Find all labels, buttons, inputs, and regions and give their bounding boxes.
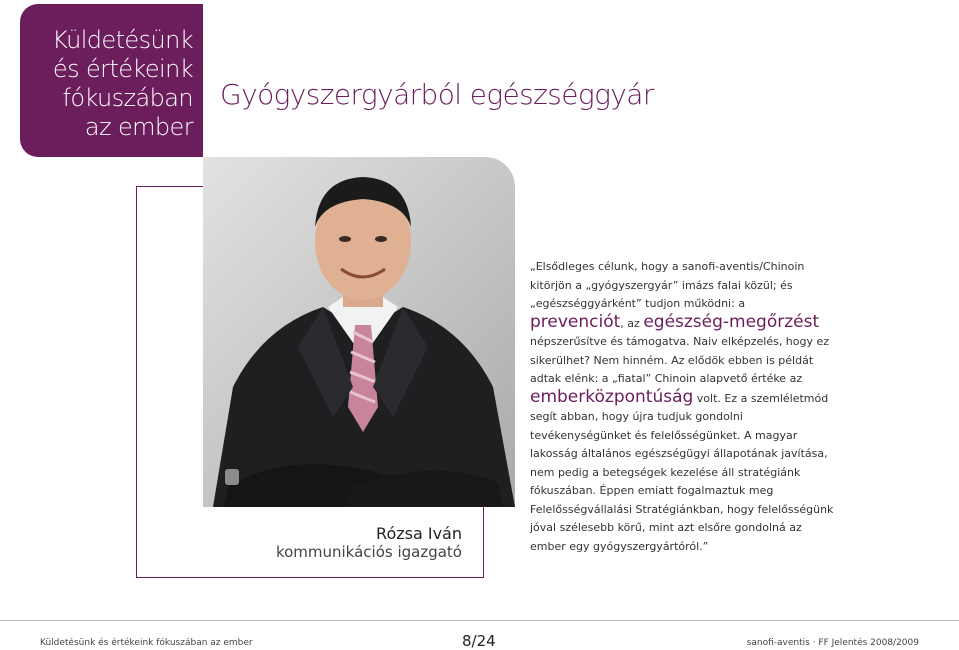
section-header-box [20,4,203,157]
portrait-illustration [203,157,515,507]
quote-part-4: volt. Ez a szemléletmód segít abban, hogy újra tudjuk gondolni tevékenységünket és felelősségünket. A magyar lakosság általános egészségügyi állapotának javítása, nem pedig a betegségek kezelése áll stratégiánk fókuszában. Éppen emiatt fogalmaztuk meg Felelősségvállalási Stratégiánkban, hogy felelősségünk jóval szélesebb körű, mint azt elsőre gondolná az ember egy gyógyszergyártóról.” [530,391,834,553]
section-line-1: Küldetésünk [52,26,193,54]
footer-report-name: sanofi-aventis · FF Jelentés 2008/2009 [746,638,919,648]
quote-highlight-people: emberközpontúság [530,386,694,407]
portrait-name: Rózsa Iván [376,524,462,543]
quote-part-3: népszerűsítve és támogatva. Naiv elképzelés, hogy ez sikerülhet? Nem hinném. Az elődök ebben is példát adtak elénk: a „fiatal” Chinoin alapvető értéke az [530,335,830,385]
quote-highlight-prevention: prevenciót [530,311,621,332]
section-line-2: és értékeink [52,55,193,83]
portrait-role: kommunikációs igazgató [275,543,462,561]
section-line-4: az ember [84,113,193,141]
quote-text [530,258,835,556]
section-line-3: fókuszában [62,84,193,112]
footer-section-name: Küldetésünk és értékeink fókuszában az ember [40,638,253,648]
quote-highlight-health: egészség-megőrzést [643,311,820,332]
portrait-photo [203,157,515,507]
quote-part-2: , az [620,316,644,330]
footer-divider [0,620,959,621]
page-title: Gyógyszergyárból egészséggyár [220,78,654,111]
footer-page-number: 8/24 [462,632,496,650]
quote-part-1: „Elsődleges célunk, hogy a sanofi-aventis/Chinoin kitörjön a „gyógyszergyár” imázs falai közül; és „egészséggyárként” tudjon működni: a [530,260,805,310]
